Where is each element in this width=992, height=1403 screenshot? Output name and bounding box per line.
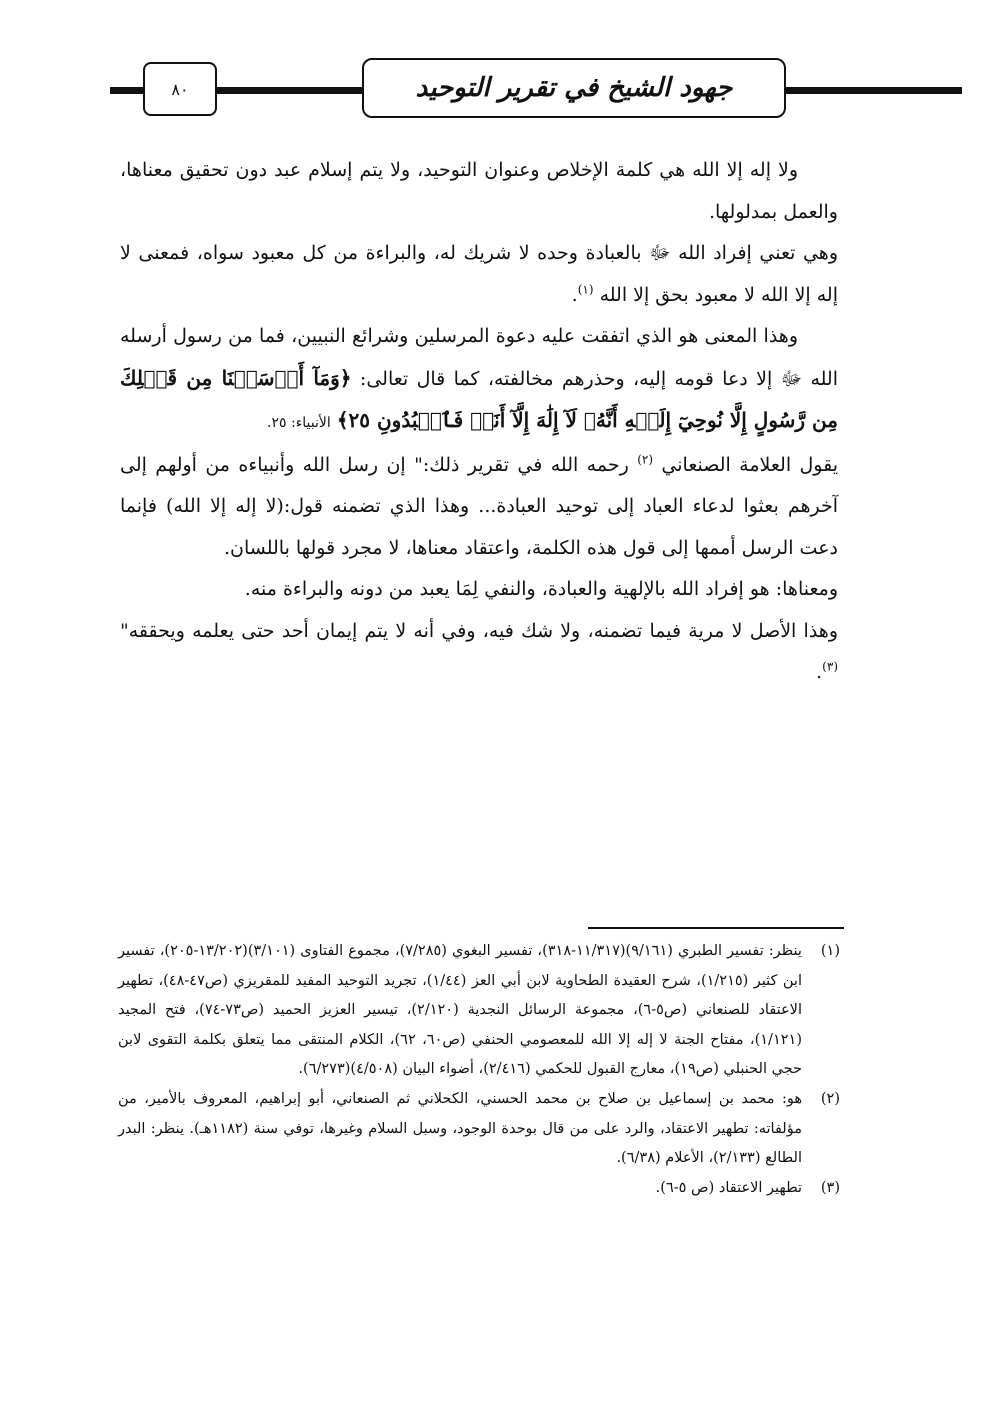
main-text xyxy=(120,150,838,694)
footnote-1 xyxy=(118,937,840,1085)
paragraph-3-text: وهذا المعنى هو الذي اتفقت عليه دعوة المرسلين وشرائع النبيين، فما من رسول أرسله الله ﷻ إلا دعا قومه إليه، وحذرهم مخالفته، كما قال تعالى: xyxy=(120,325,838,390)
paragraph-6-text: وهذا الأصل لا مرية فيما تضمنه، ولا شك فيه، وفي أنه لا يتم إيمان أحد حتى يعلمه ويحققه" xyxy=(120,619,838,642)
footnote-text: هو: محمد بن إسماعيل بن صلاح بن محمد الحسني، الكحلاني ثم الصنعاني، أبو إبراهيم، المعروف بالأمير، من مؤلفاته: تطهير الاعتقاد، والرد على من قال بوحدة الوجود، وسبل السلام وغيرها، توفي سنة (١١٨٢هـ). ينظر: البدر الطالع (٢/١٣٣)، الأعلام (٦/٣٨). xyxy=(118,1090,802,1167)
paragraph-4-text-b: رحمه الله في تقرير ذلك:" إن رسل الله وأنبياءه من أولهم إلى آخرهم بعثوا لدعاء العباد إلى توحيد العبادة... وهذا الذي تضمنه قول:(لا إله إلا الله) فإنما دعت الرسل أممها إلى قول هذه الكلمة، واعتقاد معناها، لا مجرد قولها باللسان. xyxy=(120,453,838,559)
paragraph-2: وهي تعني إفراد الله ﷻ بالعبادة وحده لا شريك له، والبراءة من كل معبود سواه، فمعنى لا إله إلا الله لا معبود بحق إلا الله $^{(١)}$. xyxy=(120,242,838,306)
footnote-ref-3: (٣) xyxy=(822,659,838,674)
paragraph-4-text-a: يقول العلامة الصنعاني xyxy=(661,453,839,476)
footnote-ref-1: (١) xyxy=(577,282,594,297)
running-title: جهود الشيخ في تقرير التوحيد xyxy=(415,73,733,103)
footnote-number: (٢) xyxy=(820,1090,840,1107)
page-number: ٨٠ xyxy=(171,79,189,99)
footnote-text: ينظر: تفسير الطبري (٩/١٦١)(١١/٣١٧-٣١٨)، تفسير البغوي (٧/٢٨٥)، مجموع الفتاوى (٣/١٠١)(١٣/٢٠٢-٢٠٥)، تفسير ابن كثير (١/٢١٥)، شرح العقيدة الطحاوية لابن أبي العز (١/٤٤)، تجريد التوحيد المفيد للمقريزي (ص٤٧-٤٨)، تطهير الاعتقاد للصنعاني (ص٥-٦)، مجموعة الرسائل النجدية (٢/١٢٠)، تيسير العزيز الحميد (ص٧٣-٧٤)، فتح المجيد (١/١٢١)، مفتاح الجنة لا إله إلا الله للمعصومي الحنفي (ص٦٠، ٦٢)، الكلام المنتقى مما يتعلق بكلمة التقوى لابن حجي الحنبلي (ص١٩)، معارج القبول للحكمي (٢/٤١٦)، أضواء البيان (٤/٥٠٨)(٦/٢٧٣). xyxy=(118,943,802,1078)
paragraph-1: ولا إله إلا الله هي كلمة الإخلاص وعنوان التوحيد، ولا يتم إسلام عبد دون تحقيق معناها، والعمل بمدلولها. xyxy=(120,159,838,223)
footnote-separator xyxy=(588,927,844,929)
paragraph-4 xyxy=(120,445,838,570)
footnote-ref-2: (٢) xyxy=(637,452,654,467)
paragraph-5: ومعناها: هو إفراد الله بالإلهية والعبادة، والنفي لِمَا يعبد من دونه والبراءة منه. xyxy=(244,578,838,600)
footnote-2 xyxy=(118,1085,840,1174)
quran-source: الأنبياء: ٢٥. xyxy=(267,415,331,431)
footnote-number: (٣) xyxy=(820,1179,840,1196)
footnote-number: (١) xyxy=(820,943,840,959)
footnotes xyxy=(118,937,840,1203)
paragraph-6: وهذا الأصل لا مرية فيما تضمنه، ولا شك فيه، وفي أنه لا يتم إيمان أحد حتى يعلمه ويحققه"$^{(٣)}$. xyxy=(120,619,838,683)
paragraph-3 xyxy=(120,316,838,445)
quran-verse: ﴿وَمَآ أَرۡسَلۡنَا مِن قَبۡلِكَ مِن رَّسُولٍ إِلَّا نُوحِيٓ إِلَيۡهِ أَنَّهُۥ لَآ إِلَٰهَ إِلَّآ أَنَا۠ فَٱعۡبُدُونِ ٢٥﴾ xyxy=(120,365,838,432)
footnote-3 xyxy=(118,1174,840,1204)
footnote-text: تطهير الاعتقاد (ص ٥-٦). xyxy=(655,1179,802,1196)
paragraph-2-text: وهي تعني إفراد الله ﷻ بالعبادة وحده لا شريك له، والبراءة من كل معبود سواه، فمعنى لا إله إلا الله لا معبود بحق إلا الله xyxy=(120,242,838,306)
running-title-box xyxy=(362,58,786,118)
page-number-box xyxy=(143,62,217,116)
